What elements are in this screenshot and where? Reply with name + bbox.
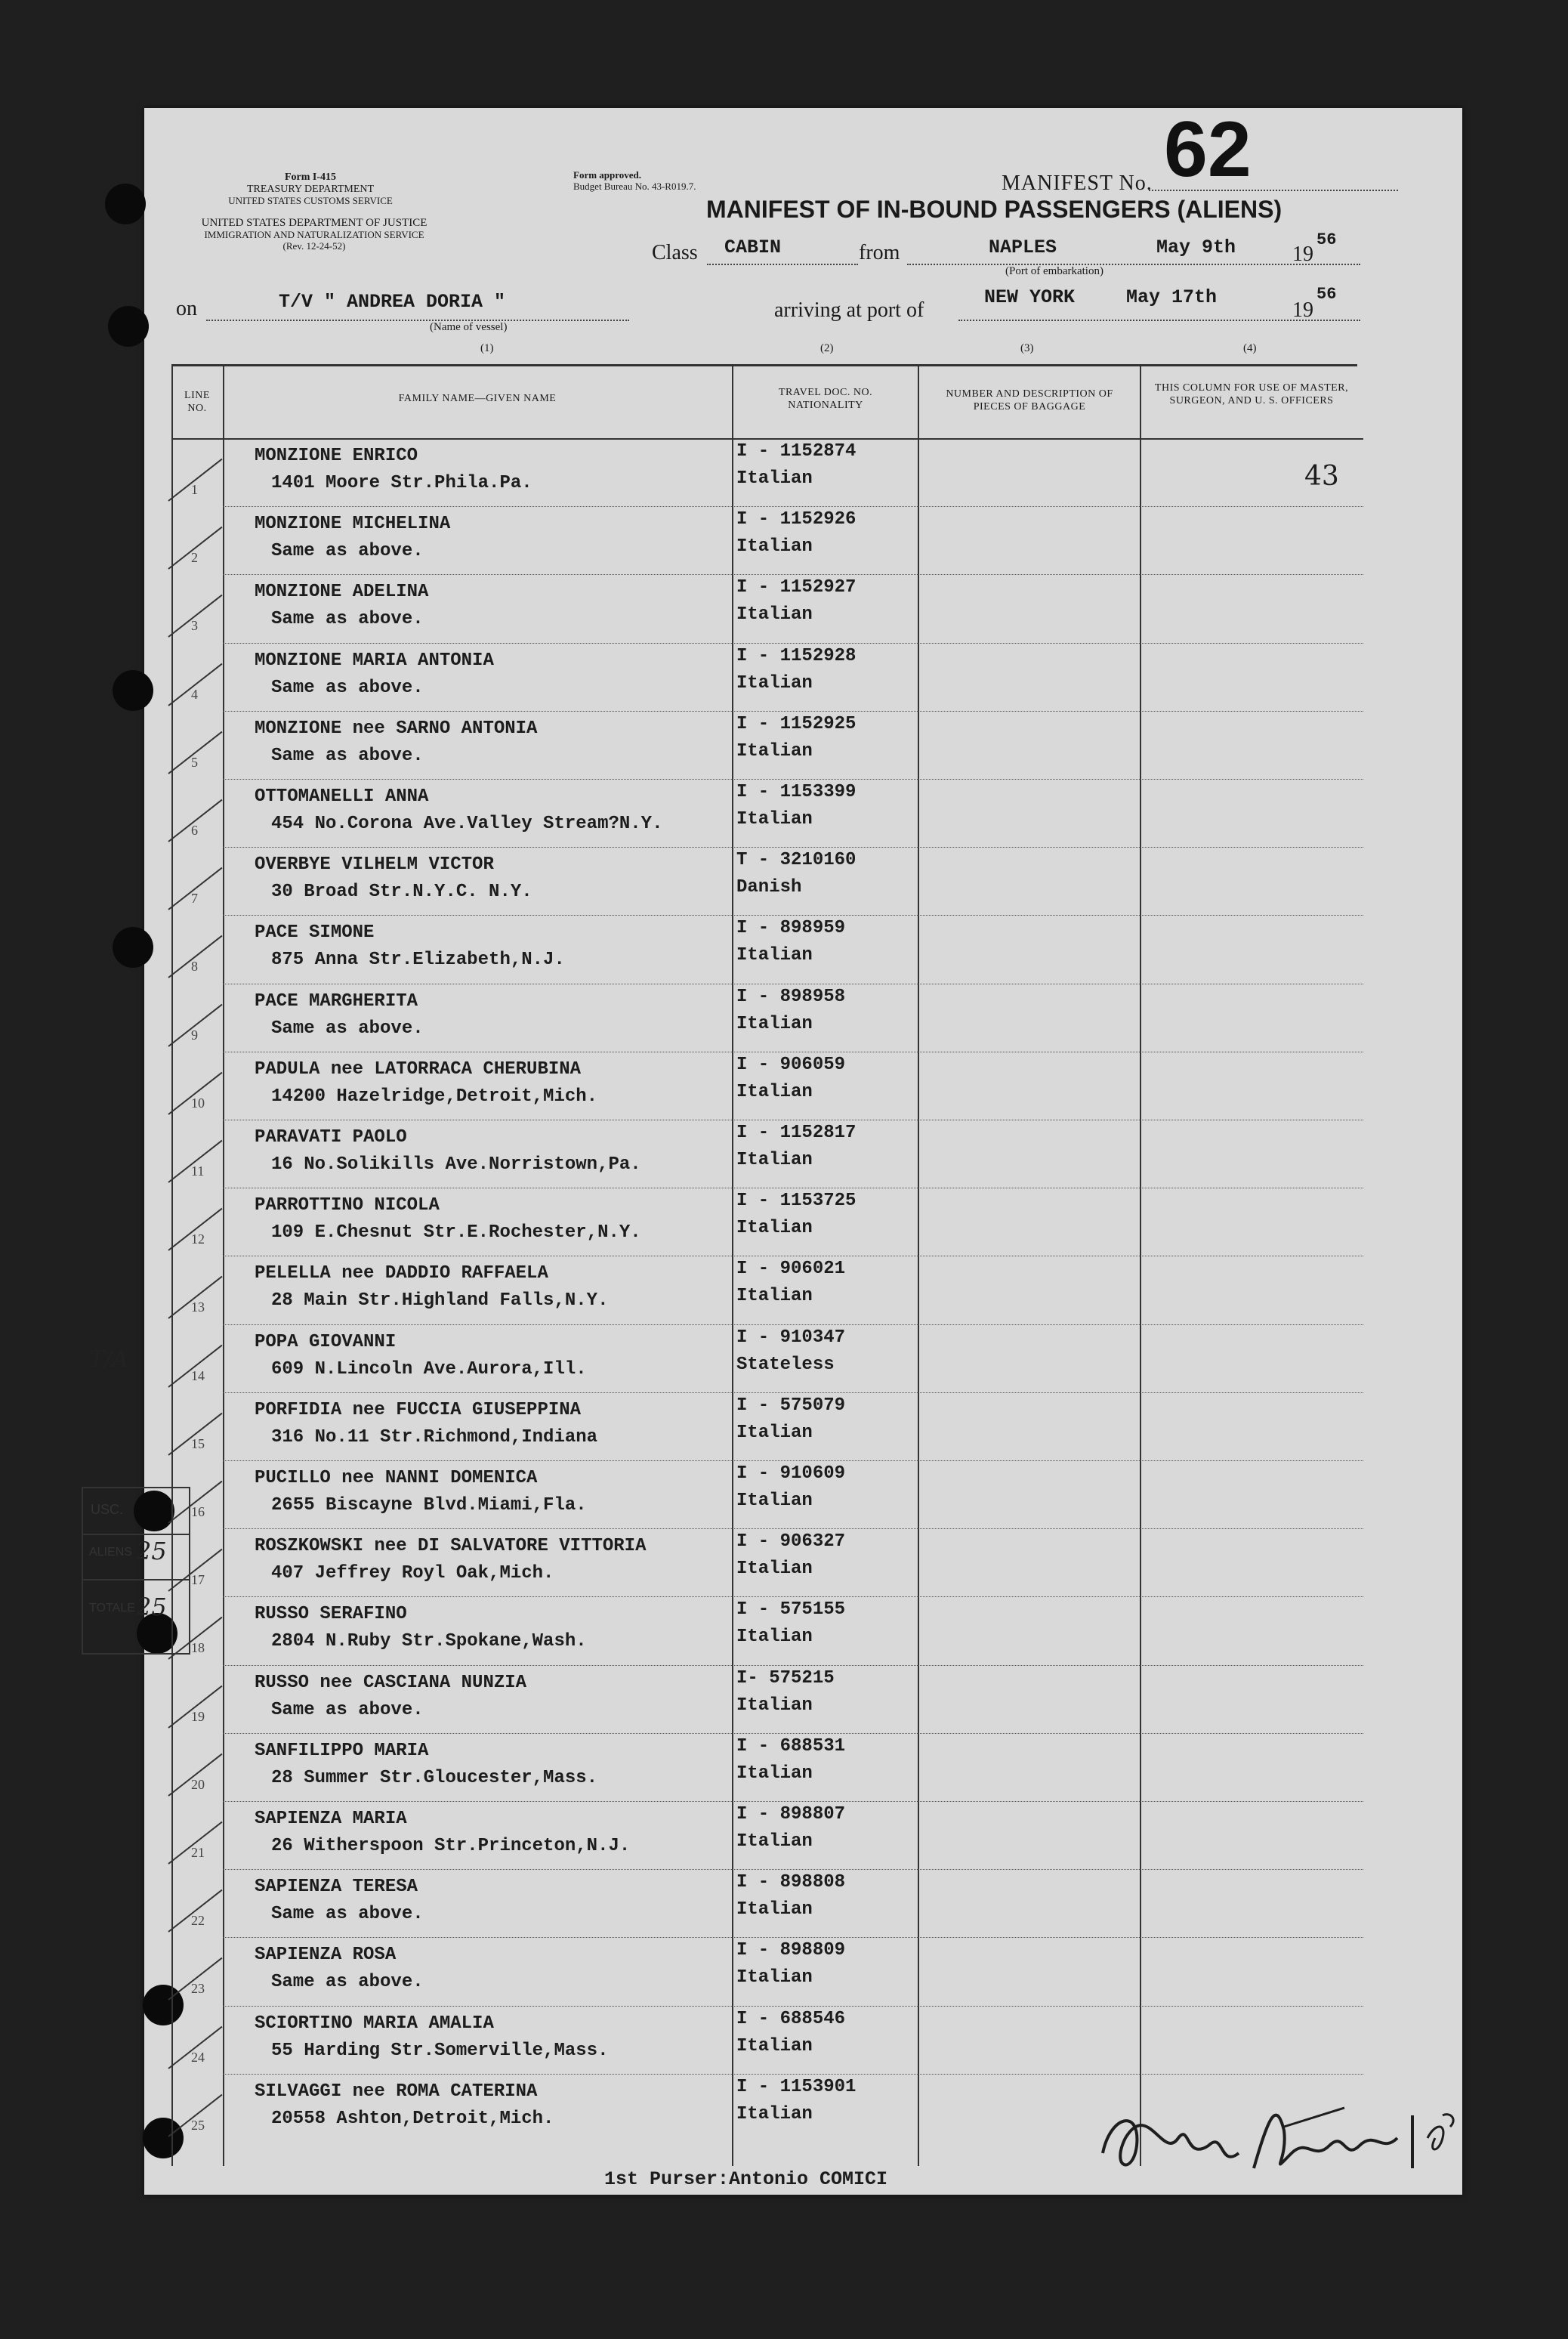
- nationality: Italian: [736, 1831, 813, 1852]
- travel-doc-number: I - 898959: [736, 918, 846, 939]
- nationality: Italian: [736, 1627, 813, 1648]
- passenger-name: MONZIONE ADELINA: [255, 582, 429, 603]
- line-number: 23: [191, 1981, 205, 1997]
- dept-treasury: TREASURY DEPARTMENT: [246, 184, 375, 196]
- nationality: Italian: [736, 1422, 813, 1443]
- row-separator: [223, 574, 1363, 575]
- row-separator: [223, 1801, 1363, 1802]
- passenger-name: MONZIONE MICHELINA: [255, 514, 451, 535]
- passenger-address: Same as above.: [271, 1972, 424, 1993]
- passenger-name: MONZIONE ENRICO: [255, 446, 418, 466]
- row-separator: [223, 1460, 1363, 1461]
- punch-hole: [108, 306, 149, 347]
- travel-doc-number: I - 1152926: [736, 509, 857, 530]
- nationality: Italian: [736, 2103, 813, 2124]
- stamp-totale: TOTALE: [89, 1602, 135, 1614]
- passenger-name: PELELLA nee DADDIO RAFFAELA: [255, 1263, 548, 1284]
- row-separator: [223, 2006, 1363, 2007]
- passenger-name: PACE MARGHERITA: [255, 990, 418, 1012]
- travel-doc-number: I - 688546: [736, 2008, 846, 2029]
- manifest-title: MANIFEST OF IN-BOUND PASSENGERS (ALIENS): [706, 196, 1282, 223]
- nationality: Italian: [736, 1150, 813, 1170]
- travel-doc-number: I - 1153725: [736, 1191, 857, 1212]
- passenger-name: PUCILLO nee NANNI DOMENICA: [255, 1468, 538, 1488]
- purser-signature-line: 1st Purser:Antonio COMICI: [604, 2168, 888, 2190]
- line-number: 4: [191, 686, 198, 702]
- line-number: 22: [191, 1913, 205, 1929]
- nationality: Italian: [736, 1967, 813, 1988]
- port-embarkation-caption: (Port of embarkation): [1005, 265, 1103, 277]
- row-separator: [223, 506, 1363, 507]
- travel-doc-number: I - 906059: [736, 1054, 846, 1075]
- row-separator: [223, 1869, 1363, 1870]
- line-number: 15: [191, 1435, 205, 1451]
- col-baggage-header: NUMBER AND DESCRIPTION OF PIECES OF BAGGAGE: [946, 388, 1113, 412]
- dept-treasury-sub: UNITED STATES CUSTOMS SERVICE: [228, 195, 393, 207]
- arrival-port: NEW YORK: [984, 286, 1076, 308]
- stamp-usc: USC.: [91, 1502, 124, 1517]
- dept-justice-sub: IMMIGRATION AND NATURALIZATION SERVICE: [204, 229, 424, 241]
- line-number: 2: [191, 550, 198, 566]
- dept-justice: UNITED STATES DEPARTMENT OF JUSTICE: [201, 217, 427, 229]
- nationality: Danish: [736, 877, 802, 898]
- passenger-name: SCIORTINO MARIA AMALIA: [255, 2013, 494, 2034]
- row-separator: [223, 779, 1363, 780]
- passenger-table: [171, 364, 1363, 2166]
- nationality: Italian: [736, 1899, 813, 1920]
- budget-bureau: Budget Bureau No. 43-R019.7.: [573, 180, 696, 192]
- stamp-aliens: ALIENS: [89, 1546, 132, 1559]
- passenger-address: 55 Harding Str.Somerville,Mass.: [271, 2040, 609, 2061]
- year-prefix: 19: [1292, 243, 1313, 266]
- passenger-name: RUSSO SERAFINO: [255, 1604, 407, 1625]
- row-separator: [223, 1324, 1363, 1325]
- col-num-1: (1): [480, 342, 494, 354]
- travel-doc-number: I - 898809: [736, 1940, 846, 1961]
- row-separator: [223, 915, 1363, 916]
- travel-doc-number: I - 898807: [736, 1804, 846, 1825]
- col-travel-header: TRAVEL DOC. NO. NATIONALITY: [778, 387, 873, 411]
- passenger-address: 316 No.11 Str.Richmond,Indiana: [271, 1426, 598, 1448]
- passenger-address: Same as above.: [271, 541, 424, 562]
- travel-doc-number: I - 1152927: [736, 577, 857, 598]
- line-number: 14: [191, 1367, 205, 1383]
- passenger-name: ROSZKOWSKI nee DI SALVATORE VITTORIA: [255, 1536, 647, 1557]
- col-officers-header: THIS COLUMN FOR USE OF MASTER, SURGEON, AND U. S. OFFICERS: [1154, 382, 1349, 406]
- travel-doc-number: I - 898808: [736, 1872, 846, 1893]
- passenger-address: Same as above.: [271, 609, 424, 630]
- line-number: 9: [191, 1027, 198, 1043]
- passenger-address: 454 No.Corona Ave.Valley Stream?N.Y.: [271, 814, 663, 834]
- nationality: Italian: [736, 1081, 813, 1102]
- line-number: 16: [191, 1504, 205, 1519]
- passenger-name: PORFIDIA nee FUCCIA GIUSEPPINA: [255, 1399, 582, 1420]
- stamp-aliens-value: 25: [136, 1537, 167, 1565]
- line-number: 8: [191, 959, 198, 975]
- passenger-name: MONZIONE nee SARNO ANTONIA: [255, 718, 538, 739]
- nationality: Italian: [736, 1013, 813, 1034]
- passenger-name: SAPIENZA TERESA: [255, 1877, 418, 1898]
- nationality: Italian: [736, 604, 813, 626]
- travel-doc-number: T - 3210160: [736, 850, 857, 871]
- travel-doc-number: I - 575079: [736, 1395, 846, 1416]
- passenger-address: 28 Summer Str.Gloucester,Mass.: [271, 1767, 598, 1788]
- line-number: 13: [191, 1299, 205, 1315]
- line-number: 11: [191, 1163, 205, 1179]
- year-prefix-2: 19: [1292, 298, 1313, 322]
- passenger-name: PARROTTINO NICOLA: [255, 1195, 440, 1216]
- departure-year: 56: [1316, 230, 1337, 249]
- nationality: Italian: [736, 809, 813, 830]
- nationality: Italian: [736, 2035, 813, 2056]
- travel-doc-number: I - 910347: [736, 1327, 846, 1348]
- passenger-name: RUSSO nee CASCIANA NUNZIA: [255, 1672, 527, 1693]
- manifest-label: MANIFEST No.: [1002, 171, 1153, 195]
- inspector-signature: [1095, 2085, 1465, 2191]
- passenger-name: PADULA nee LATORRACA CHERUBINA: [255, 1058, 582, 1080]
- passenger-address: 28 Main Str.Highland Falls,N.Y.: [271, 1290, 609, 1312]
- passenger-address: 109 E.Chesnut Str.E.Rochester,N.Y.: [271, 1222, 641, 1244]
- nationality: Italian: [736, 1286, 813, 1307]
- port-of-embarkation: NAPLES: [989, 236, 1057, 258]
- col-line-header: LINE NO.: [184, 390, 210, 414]
- col-num-4: (4): [1243, 342, 1257, 354]
- nationality: Italian: [736, 536, 813, 558]
- travel-doc-number: I - 1152874: [736, 441, 857, 462]
- line-number: 12: [191, 1231, 205, 1247]
- line-number: 6: [191, 823, 198, 838]
- officer-note: 43: [1304, 461, 1339, 492]
- departure-date: May 9th: [1156, 236, 1236, 258]
- stamp-totale-value: 25: [136, 1593, 167, 1621]
- travel-doc-number: I - 1153399: [736, 782, 857, 802]
- travel-doc-number: I - 1153901: [736, 2076, 857, 2097]
- line-number: 5: [191, 754, 198, 770]
- line-number: 18: [191, 1640, 205, 1656]
- class-label: Class: [652, 241, 698, 264]
- passenger-name: MONZIONE MARIA ANTONIA: [255, 650, 494, 671]
- col-num-2: (2): [820, 342, 834, 354]
- passenger-address: Same as above.: [271, 1018, 424, 1039]
- on-label: on: [176, 297, 197, 320]
- passenger-address: 30 Broad Str.N.Y.C. N.Y.: [271, 882, 532, 903]
- line-number: 24: [191, 2049, 205, 2065]
- col-name-header: FAMILY NAME—GIVEN NAME: [398, 393, 557, 404]
- passenger-name: PACE SIMONE: [255, 922, 375, 944]
- row-separator: [223, 1596, 1363, 1597]
- nationality: Italian: [736, 1218, 813, 1239]
- from-label: from: [859, 241, 900, 264]
- passenger-address: 20558 Ashton,Detroit,Mich.: [271, 2108, 554, 2129]
- punch-hole: [113, 927, 153, 968]
- punch-hole: [113, 670, 153, 711]
- travel-doc-number: I - 688531: [736, 1735, 846, 1757]
- line-number: 21: [191, 1845, 205, 1860]
- arriving-label: arriving at port of: [774, 298, 924, 322]
- row-separator: [223, 2074, 1363, 2075]
- row-separator: [223, 1733, 1363, 1734]
- passenger-name: SANFILIPPO MARIA: [255, 1740, 429, 1761]
- form-number: Form I-415: [284, 171, 337, 183]
- passenger-name: SAPIENZA MARIA: [255, 1809, 407, 1829]
- travel-doc-number: I - 1152928: [736, 645, 857, 666]
- passenger-name: OTTOMANELLI ANNA: [255, 786, 429, 807]
- row-separator: [223, 643, 1363, 644]
- passenger-name: POPA GIOVANNI: [255, 1331, 397, 1352]
- passenger-address: 16 No.Solikills Ave.Norristown,Pa.: [271, 1154, 641, 1175]
- arrival-date: May 17th: [1126, 286, 1218, 308]
- nationality: Italian: [736, 468, 813, 489]
- travel-doc-number: I - 1152925: [736, 713, 857, 734]
- row-separator: [223, 1392, 1363, 1393]
- line-number: 10: [191, 1095, 205, 1111]
- form-approved: Form approved.: [573, 169, 642, 181]
- passenger-address: 609 N.Lincoln Ave.Aurora,Ill.: [271, 1358, 587, 1380]
- punch-hole: [105, 184, 146, 224]
- passenger-address: Same as above.: [271, 677, 424, 698]
- passenger-address: Same as above.: [271, 1904, 424, 1925]
- arrival-year: 56: [1316, 285, 1337, 304]
- travel-doc-number: I - 575155: [736, 1599, 846, 1621]
- line-number: 7: [191, 891, 198, 907]
- nationality: Italian: [736, 945, 813, 966]
- vessel-name: T/V " ANDREA DORIA ": [279, 291, 506, 313]
- row-separator: [223, 1528, 1363, 1529]
- row-separator: [223, 1937, 1363, 1938]
- passenger-address: 2804 N.Ruby Str.Spokane,Wash.: [271, 1631, 587, 1652]
- passenger-name: PARAVATI PAOLO: [255, 1127, 407, 1148]
- passenger-address: Same as above.: [271, 1699, 424, 1720]
- nationality: Italian: [736, 740, 813, 762]
- passenger-name: OVERBYE VILHELM VICTOR: [255, 854, 494, 876]
- passenger-name: SAPIENZA ROSA: [255, 1945, 397, 1966]
- row-separator: [223, 847, 1363, 848]
- row-separator: [223, 1665, 1363, 1666]
- nationality: Italian: [736, 1695, 813, 1716]
- nationality: Italian: [736, 1559, 813, 1580]
- line-number: 17: [191, 1572, 205, 1588]
- class-value: CABIN: [724, 236, 782, 258]
- passenger-address: 2655 Biscayne Blvd.Miami,Fla.: [271, 1495, 587, 1516]
- nationality: Italian: [736, 1491, 813, 1511]
- travel-doc-number: I - 1152817: [736, 1123, 857, 1143]
- line-number: 19: [191, 1708, 205, 1724]
- revision: (Rev. 12-24-52): [282, 240, 346, 252]
- travel-doc-number: I - 906021: [736, 1259, 846, 1280]
- travel-doc-number: I- 575215: [736, 1667, 835, 1689]
- passenger-address: Same as above.: [271, 745, 424, 766]
- travel-doc-number: I - 906327: [736, 1531, 846, 1553]
- nationality: Italian: [736, 672, 813, 694]
- passenger-address: 875 Anna Str.Elizabeth,N.J.: [271, 950, 565, 971]
- passenger-address: 407 Jeffrey Royl Oak,Mich.: [271, 1563, 554, 1584]
- margin-note-ta: T/A: [89, 1346, 128, 1373]
- passenger-address: 26 Witherspoon Str.Princeton,N.J.: [271, 1836, 631, 1856]
- passenger-address: 1401 Moore Str.Phila.Pa.: [271, 473, 532, 493]
- manifest-number: 62: [1164, 106, 1252, 193]
- col-num-3: (3): [1020, 342, 1034, 354]
- travel-doc-number: I - 898958: [736, 986, 846, 1007]
- nationality: Italian: [736, 1763, 813, 1784]
- row-separator: [223, 711, 1363, 712]
- line-number: 1: [191, 482, 198, 497]
- alien-count-stamp: [82, 1487, 190, 1655]
- vessel-caption: (Name of vessel): [430, 321, 508, 333]
- travel-doc-number: I - 910609: [736, 1463, 846, 1484]
- line-number: 20: [191, 1776, 205, 1792]
- line-number: 3: [191, 618, 198, 634]
- line-number: 25: [191, 2117, 205, 2133]
- nationality: Stateless: [736, 1354, 835, 1375]
- passenger-address: 14200 Hazelridge,Detroit,Mich.: [271, 1086, 598, 1107]
- passenger-name: SILVAGGI nee ROMA CATERINA: [255, 2081, 538, 2102]
